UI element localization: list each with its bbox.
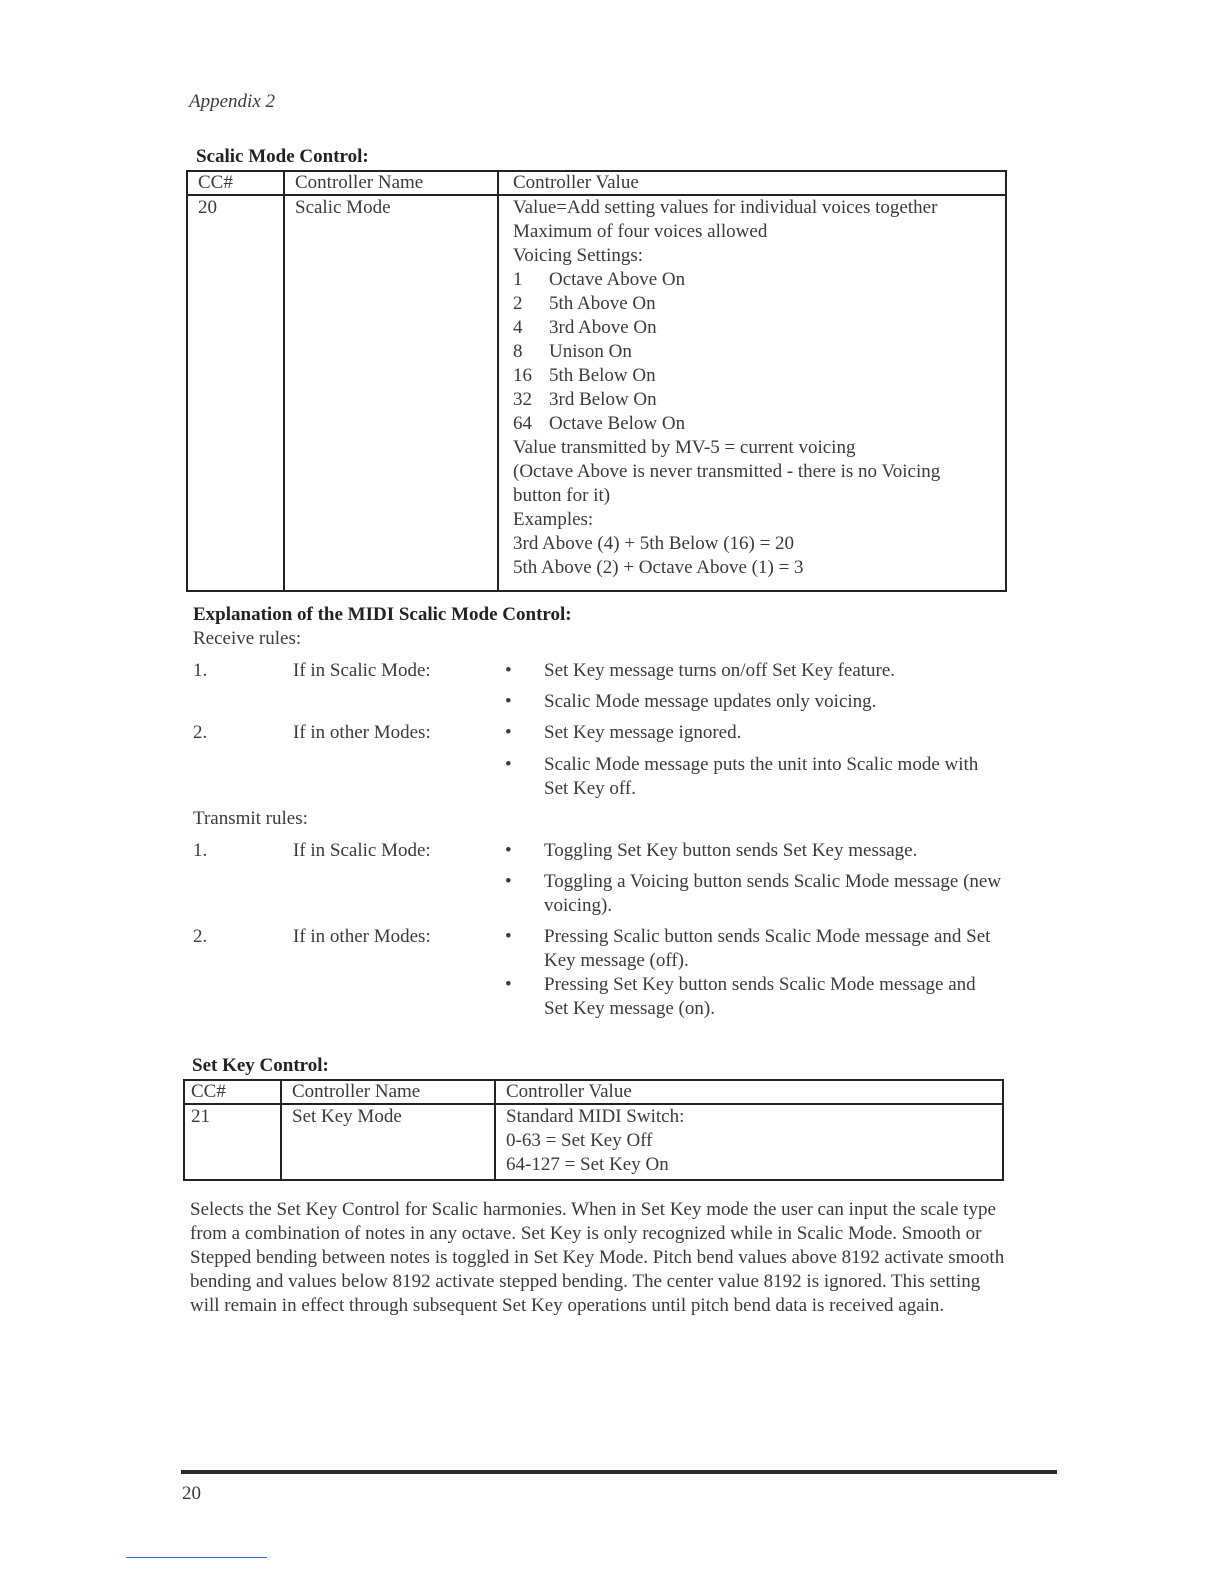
explanation-heading: Explanation of the MIDI Scalic Mode Control: <box>193 604 572 625</box>
value-line: (Octave Above is never transmitted - there is no Voicing button for it) <box>513 461 941 506</box>
value-line: 0-63 = Set Key Off <box>506 1130 653 1151</box>
rule-bullet-text: Pressing Scalic button sends Scalic Mode message and Set Key message (off). <box>544 926 991 971</box>
appendix-label: Appendix 2 <box>189 91 276 112</box>
bullet-icon: • <box>505 871 512 892</box>
rule-number: 1. <box>193 660 208 681</box>
value-cell <box>498 195 1006 591</box>
set-key-heading: Set Key Control: <box>192 1055 329 1076</box>
rule-condition: If in Scalic Mode: <box>293 660 431 681</box>
bullet-icon: • <box>505 754 512 775</box>
rule-condition: If in Scalic Mode: <box>293 840 431 861</box>
rule-bullet-text: Pressing Set Key button sends Scalic Mode message and Set Key message (on). <box>544 974 976 1019</box>
bullet-icon: • <box>505 926 512 947</box>
table-header-row <box>184 1080 1003 1104</box>
voicing-list <box>513 268 1005 436</box>
table-header-row <box>187 171 1006 195</box>
transmit-rules-label: Transmit rules: <box>193 808 308 829</box>
set-key-table <box>183 1079 1004 1181</box>
cc-cell: 21 <box>184 1104 281 1180</box>
value-cell <box>495 1104 1003 1180</box>
footer-divider <box>181 1470 1057 1474</box>
rule-number: 1. <box>193 840 208 861</box>
header-cc: CC# <box>187 171 284 195</box>
name-cell: Scalic Mode <box>284 195 498 591</box>
value-line: 64-127 = Set Key On <box>506 1154 669 1175</box>
value-line: Maximum of four voices allowed <box>513 221 768 242</box>
rule-number: 2. <box>193 722 208 743</box>
voicing-item: 16 5th Below On <box>513 365 656 386</box>
header-controller-name: Controller Name <box>281 1080 495 1104</box>
rule-bullet-text: Toggling a Voicing button sends Scalic Mode message (new voicing). <box>544 871 1002 916</box>
rule-bullet-text: Toggling Set Key button sends Set Key message. <box>544 840 918 861</box>
page-number: 20 <box>182 1483 201 1504</box>
value-line: Value transmitted by MV-5 = current voicing <box>513 437 856 458</box>
value-line: 3rd Above (4) + 5th Below (16) = 20 <box>513 533 795 554</box>
rule-bullet-text: Set Key message ignored. <box>544 722 742 743</box>
value-line: Standard MIDI Switch: <box>506 1106 685 1127</box>
value-line: 5th Above (2) + Octave Above (1) = 3 <box>513 557 804 578</box>
voicing-item: 4 3rd Above On <box>513 317 657 338</box>
header-cc: CC# <box>184 1080 281 1104</box>
rule-bullet-text: Scalic Mode message updates only voicing. <box>544 691 877 712</box>
header-controller-name: Controller Name <box>284 171 498 195</box>
voicing-item: 8 Unison On <box>513 341 632 362</box>
header-controller-value: Controller Value <box>498 171 1006 195</box>
scalic-mode-table <box>186 170 1007 592</box>
set-key-description: Selects the Set Key Control for Scalic harmonies. When in Set Key mode the user can input the scale type from a combination of notes in any octave. Set Key is only recognized while in Scalic Mode. Smooth or Stepped bending between notes is toggled in Set Key Mode. Pitch bend values above 8192 activate smooth bending and values below 8192 activate stepped bending. The center value 8192 is ignored. This setting will remain in effect through subsequent Set Key operations until pitch bend data is received again. <box>190 1199 1005 1316</box>
bullet-icon: • <box>505 974 512 995</box>
rule-condition: If in other Modes: <box>293 722 431 743</box>
rule-condition: If in other Modes: <box>293 926 431 947</box>
voicing-item: 32 3rd Below On <box>513 389 657 410</box>
value-line: Voicing Settings: <box>513 245 644 266</box>
voicing-item: 64 Octave Below On <box>513 413 686 434</box>
rule-bullet-text: Set Key message turns on/off Set Key feature. <box>544 660 896 681</box>
header-controller-value: Controller Value <box>495 1080 1003 1104</box>
bullet-icon: • <box>505 722 512 743</box>
bullet-icon: • <box>505 660 512 681</box>
voicing-item: 2 5th Above On <box>513 293 656 314</box>
bullet-icon: • <box>505 840 512 861</box>
cc-cell: 20 <box>187 195 284 591</box>
scalic-mode-heading: Scalic Mode Control: <box>196 146 369 167</box>
value-line: Value=Add setting values for individual voices together <box>513 197 938 218</box>
name-cell: Set Key Mode <box>281 1104 495 1180</box>
table-row <box>187 195 1006 591</box>
bullet-icon: • <box>505 691 512 712</box>
value-line: Examples: <box>513 509 594 530</box>
table-row <box>184 1104 1003 1180</box>
rule-number: 2. <box>193 926 208 947</box>
receive-rules-label: Receive rules: <box>193 628 302 649</box>
rule-bullet-text: Scalic Mode message puts the unit into Scalic mode with Set Key off. <box>544 754 979 799</box>
scan-artifact-line <box>126 1557 267 1558</box>
voicing-item: 1 Octave Above On <box>513 269 686 290</box>
